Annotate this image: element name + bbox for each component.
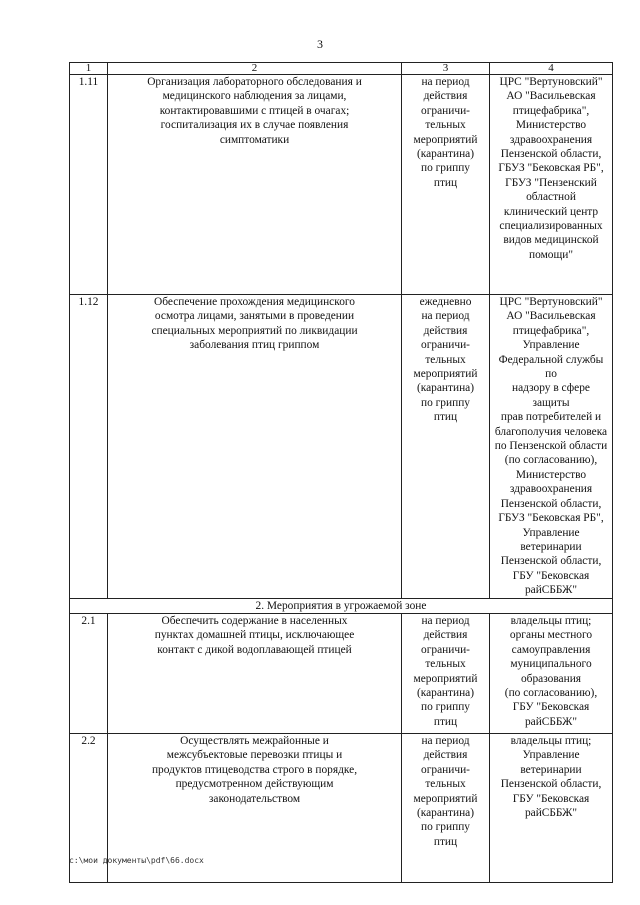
cell-line: Управление — [522, 339, 580, 352]
cell-line: надзору в сфере защиты — [512, 382, 590, 409]
cell-line: продуктов птицеводства строго в порядке, — [151, 763, 358, 776]
period-cell — [402, 733, 490, 882]
cell-line: Федеральной службы по — [498, 353, 604, 381]
cell-line: мероприятий — [413, 792, 478, 805]
cell-line: тельных — [425, 658, 466, 671]
cell-line: заболевания птиц гриппом — [189, 339, 320, 352]
responsible-cell — [490, 613, 613, 733]
cell-line: клинический центр — [503, 205, 599, 218]
measures-table — [69, 62, 613, 883]
cell-line: на период — [421, 614, 470, 627]
cell-line: самоуправления — [511, 643, 591, 656]
cell-line: контакт с дикой водоплавающей птицей — [157, 643, 352, 656]
cell-line: райСББЖ" — [524, 584, 578, 597]
cell-line: ежедневно — [419, 296, 472, 308]
cell-line: Обеспечение прохождения медицинского — [154, 296, 355, 308]
cell-line: по гриппу — [421, 396, 470, 409]
cell-line: райСББЖ" — [524, 715, 578, 728]
cell-line: медицинского наблюдения за лицами, — [162, 90, 347, 103]
section-header-row — [70, 598, 613, 613]
cell-line: птиц — [433, 411, 458, 424]
action-cell — [108, 613, 402, 733]
cell-line: Министерство — [515, 119, 587, 132]
cell-line: на период — [421, 734, 470, 747]
cell-line: тельных — [425, 119, 466, 132]
cell-line: действия — [423, 749, 468, 762]
cell-line: владельцы птиц; — [510, 734, 592, 747]
cell-line: ГБУ "Бековская — [512, 701, 590, 714]
cell-line: (по согласованию), — [504, 686, 598, 699]
cell-line: Обеспечить содержание в населенных — [161, 614, 348, 627]
cell-line: мероприятий — [413, 368, 478, 381]
action-cell — [108, 295, 402, 599]
cell-line: мероприятий — [413, 672, 478, 685]
header-col-3: 3 — [402, 63, 490, 75]
row-number: 2.2 — [70, 733, 108, 882]
cell-line: ЦРС "Вертуновский" — [499, 76, 603, 88]
cell-line: тельных — [425, 353, 466, 366]
period-cell — [402, 295, 490, 599]
row-number: 2.1 — [70, 613, 108, 733]
cell-line: (карантина) — [416, 686, 475, 699]
cell-line: (карантина) — [416, 382, 475, 395]
cell-line: Пензенской области, — [500, 148, 602, 161]
cell-line: межсубъектовые перевозки птицы и — [166, 749, 343, 762]
cell-line: муниципального — [510, 658, 592, 671]
cell-line: предусмотренном действующим — [175, 778, 334, 791]
cell-line: здравоохранения — [509, 483, 593, 496]
cell-line: птиц — [433, 835, 458, 848]
cell-line: по Пензенской области — [494, 440, 608, 453]
cell-line: действия — [423, 90, 468, 103]
cell-line: владельцы птиц; — [510, 614, 592, 627]
row-number: 1.12 — [70, 295, 108, 599]
cell-line: по гриппу — [421, 821, 470, 834]
cell-line: (карантина) — [416, 148, 475, 161]
cell-line: на период — [421, 310, 470, 323]
cell-line: птиц — [433, 176, 458, 189]
cell-line: Пензенской области, — [500, 555, 602, 568]
cell-line: ГБУЗ "Пензенский — [505, 176, 597, 189]
cell-line: Пензенской области, — [500, 778, 602, 791]
header-col-1: 1 — [70, 63, 108, 75]
cell-line: благополучия человека — [494, 425, 608, 438]
cell-line: (по согласованию), — [504, 454, 598, 467]
cell-line: специальных мероприятий по ликвидации — [151, 324, 358, 337]
table-row — [70, 75, 613, 295]
cell-line: ЦРС "Вертуновский" — [499, 296, 603, 308]
cell-line: Управление ветеринарии — [520, 749, 582, 776]
cell-line: ГБУЗ "Бековская РБ", — [498, 512, 604, 525]
cell-line: ГБУ "Бековская — [512, 569, 590, 582]
cell-line: ограничи- — [421, 643, 470, 656]
cell-line: ГБУ "Бековская — [512, 792, 590, 805]
action-cell — [108, 75, 402, 295]
cell-line: по гриппу — [421, 162, 470, 175]
cell-line: видов медицинской — [503, 234, 599, 247]
row-number: 1.11 — [70, 75, 108, 295]
period-cell — [402, 613, 490, 733]
responsible-cell — [490, 295, 613, 599]
cell-line: мероприятий — [413, 133, 478, 146]
cell-line: тельных — [425, 778, 466, 791]
cell-line: птицефабрика", — [512, 324, 590, 337]
page-number: 3 — [317, 37, 323, 51]
cell-line: помощи" — [529, 248, 573, 261]
cell-line: госпитализация их в случае появления — [160, 119, 349, 132]
cell-line: Осуществлять межрайонные и — [180, 734, 329, 747]
cell-line: действия — [423, 629, 468, 642]
cell-line: птицефабрика", — [512, 104, 590, 117]
cell-line: специализированных — [499, 220, 603, 233]
period-cell — [402, 75, 490, 295]
cell-line: Пензенской области, — [500, 497, 602, 510]
cell-line: по гриппу — [421, 701, 470, 714]
header-col-2: 2 — [108, 63, 402, 75]
table-row — [70, 295, 613, 599]
cell-line: симптоматики — [219, 133, 290, 146]
cell-line: пунктах домашней птицы, исключающее — [154, 629, 355, 642]
cell-line: контактировавшими с птицей в очагах; — [159, 104, 350, 117]
cell-line: ограничи- — [421, 339, 470, 352]
cell-line: Министерство — [515, 468, 587, 481]
cell-line: ГБУЗ "Бековская РБ", — [498, 162, 604, 175]
table-row — [70, 613, 613, 733]
cell-line: птиц — [433, 715, 458, 728]
cell-line: действия — [423, 324, 468, 337]
header-col-4: 4 — [490, 63, 613, 75]
cell-line: прав потребителей и — [500, 411, 602, 424]
cell-line: образования — [520, 672, 582, 685]
cell-line: (карантина) — [416, 806, 475, 819]
cell-line: законодательством — [208, 792, 301, 805]
section-title: 2. Мероприятия в угрожаемой зоне — [70, 598, 613, 613]
cell-line: райСББЖ" — [524, 806, 578, 819]
responsible-cell — [490, 733, 613, 882]
cell-line: Организация лабораторного обследования и — [147, 76, 362, 88]
cell-line: АО "Васильевская — [506, 310, 596, 323]
responsible-cell — [490, 75, 613, 295]
cell-line: ограничи- — [421, 104, 470, 117]
cell-line: осмотра лицами, занятыми в проведении — [154, 310, 355, 323]
cell-line: органы местного — [509, 629, 593, 642]
file-path-footer: c:\мои документы\pdf\66.docx — [69, 856, 204, 865]
cell-line: на период — [421, 76, 470, 88]
cell-line: ограничи- — [421, 763, 470, 776]
cell-line: АО "Васильевская — [506, 90, 596, 103]
cell-line: областной — [526, 191, 576, 204]
cell-line: Управление ветеринарии — [520, 526, 582, 553]
table-header-row — [70, 63, 613, 75]
cell-line: здравоохранения — [509, 133, 593, 146]
